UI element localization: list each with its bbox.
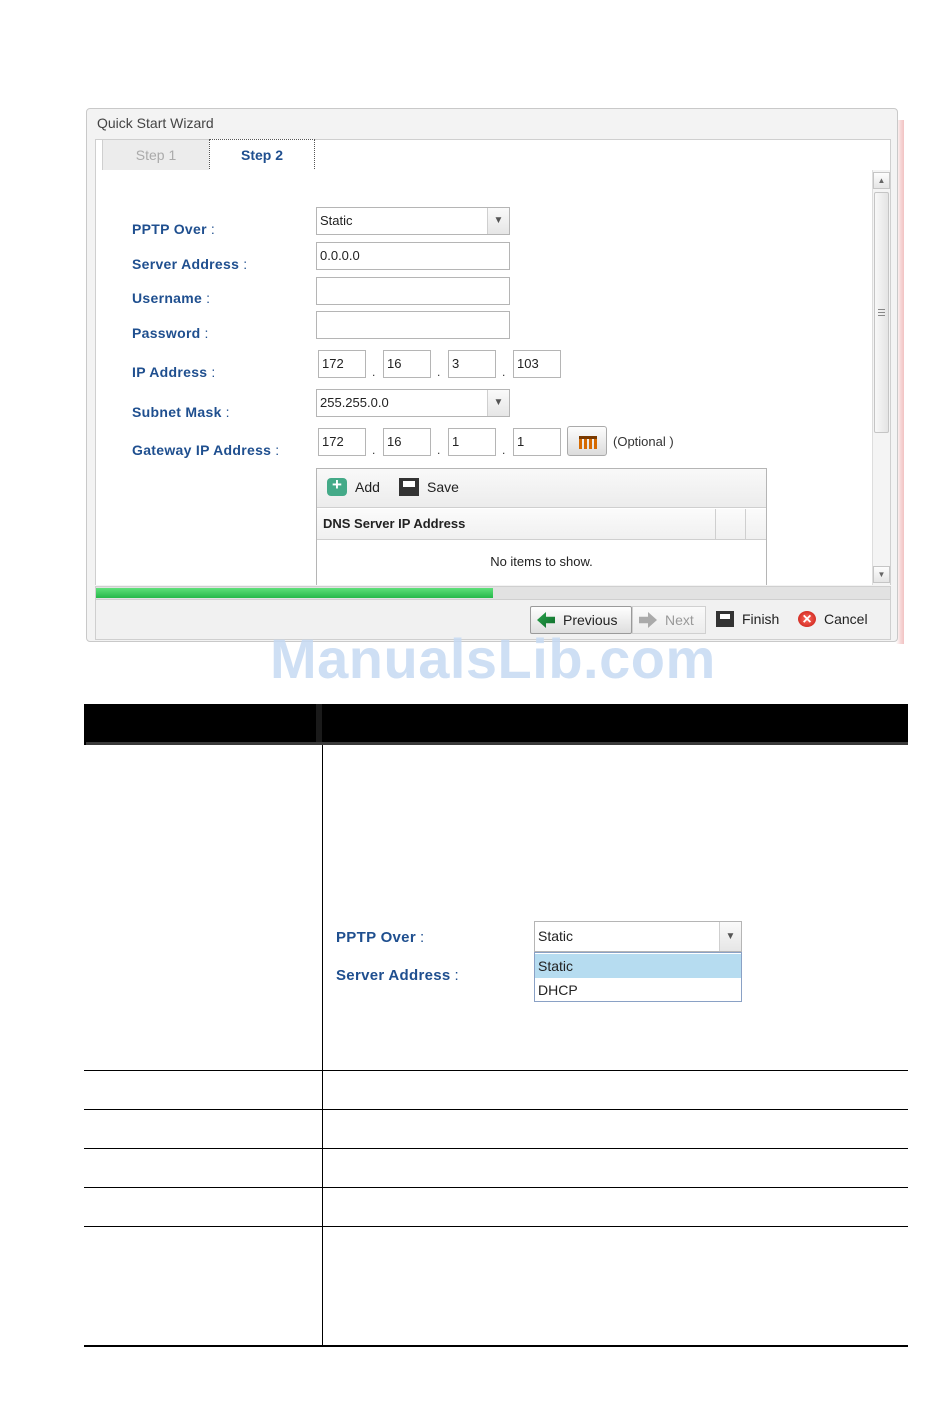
pptp-over-select[interactable]: Static ▼ [534, 921, 742, 952]
optional-note: (Optional ) [613, 434, 674, 449]
vertical-scrollbar[interactable] [872, 170, 890, 585]
column-divider [715, 509, 716, 540]
chevron-down-icon[interactable]: ▼ [719, 922, 741, 951]
octet-separator: . [502, 365, 506, 379]
previous-button[interactable]: Previous [530, 606, 632, 634]
pptp-over-label: PPTP Over : [132, 221, 216, 237]
quick-start-wizard [86, 108, 898, 642]
chevron-down-icon[interactable]: ▼ [487, 208, 509, 234]
chevron-down-icon[interactable]: ▼ [487, 390, 509, 416]
octet-separator: . [502, 443, 506, 457]
next-button[interactable]: Next [632, 606, 706, 634]
ip-octet-4-input[interactable]: 103 [513, 350, 561, 378]
pptp-over-label: PPTP Over : [336, 929, 425, 946]
username-label: Username : [132, 290, 211, 306]
ip-octet-3-input[interactable]: 3 [448, 350, 496, 378]
table-row-divider [84, 1148, 908, 1149]
tab-step-1[interactable]: Step 1 [102, 139, 210, 171]
wizard-progress-bar [95, 586, 891, 600]
column-divider [745, 509, 746, 540]
table-row-divider [84, 1070, 908, 1071]
cancel-button[interactable]: × Cancel [792, 606, 882, 634]
table-column-divider [322, 745, 323, 1346]
table-row-divider [84, 1226, 908, 1227]
column-header-dns-server-ip[interactable]: DNS Server IP Address [323, 516, 466, 531]
pptp-over-select[interactable]: Static ▼ [316, 207, 510, 235]
save-button[interactable]: Save [399, 478, 459, 496]
gateway-octet-4-input[interactable]: 1 [513, 428, 561, 456]
wizard-content [95, 170, 891, 585]
server-address-input[interactable]: 0.0.0.0 [316, 242, 510, 270]
scroll-down-icon[interactable]: ▼ [873, 566, 890, 583]
wizard-title: Quick Start Wizard [97, 115, 214, 131]
finish-button[interactable]: Finish [710, 606, 788, 634]
grid-toolbar [317, 469, 766, 508]
octet-separator: . [437, 443, 441, 457]
grid-empty-message: No items to show. [490, 554, 593, 569]
table-header [84, 704, 908, 745]
close-icon [798, 611, 816, 627]
username-input[interactable] [316, 277, 510, 305]
server-address-label: Server Address : [336, 967, 460, 984]
header-shadow [86, 742, 908, 745]
progress-fill [96, 588, 493, 598]
table-row-divider [84, 1187, 908, 1188]
address-picker-button[interactable] [567, 426, 607, 456]
subnet-mask-select[interactable]: 255.255.0.0 ▼ [316, 389, 510, 417]
gateway-octet-3-input[interactable]: 1 [448, 428, 496, 456]
address-picker-icon [579, 436, 597, 449]
ip-address-label: IP Address : [132, 364, 216, 380]
gateway-octet-1-input[interactable]: 172 [318, 428, 366, 456]
pptp-over-dropdown-example [336, 920, 756, 1010]
option-static[interactable]: Static [535, 954, 741, 978]
subnet-mask-label: Subnet Mask : [132, 404, 230, 420]
password-input[interactable] [316, 311, 510, 339]
gateway-octet-2-input[interactable]: 16 [383, 428, 431, 456]
octet-separator: . [372, 443, 376, 457]
scroll-up-icon[interactable]: ▲ [873, 172, 890, 189]
server-address-label: Server Address : [132, 256, 248, 272]
grip-icon [878, 309, 885, 317]
save-icon [399, 478, 419, 496]
table-bottom-border [84, 1345, 908, 1347]
add-button[interactable]: +Add [327, 478, 380, 496]
column-divider [316, 704, 322, 745]
tab-step-2[interactable]: Step 2 [209, 139, 315, 171]
octet-separator: . [437, 365, 441, 379]
option-dhcp[interactable]: DHCP [538, 982, 578, 998]
scroll-thumb[interactable] [874, 192, 889, 433]
ip-octet-1-input[interactable]: 172 [318, 350, 366, 378]
password-label: Password : [132, 325, 209, 341]
watermark: ManualsLib.com [270, 627, 716, 690]
add-icon [327, 478, 347, 496]
gateway-ip-label: Gateway IP Address : [132, 442, 280, 458]
octet-separator: . [372, 365, 376, 379]
dropdown-list [534, 952, 742, 1002]
dns-server-grid [316, 468, 767, 585]
ip-octet-2-input[interactable]: 16 [383, 350, 431, 378]
table-row-divider [84, 1109, 908, 1110]
save-icon [716, 611, 734, 627]
grid-header [317, 509, 766, 540]
